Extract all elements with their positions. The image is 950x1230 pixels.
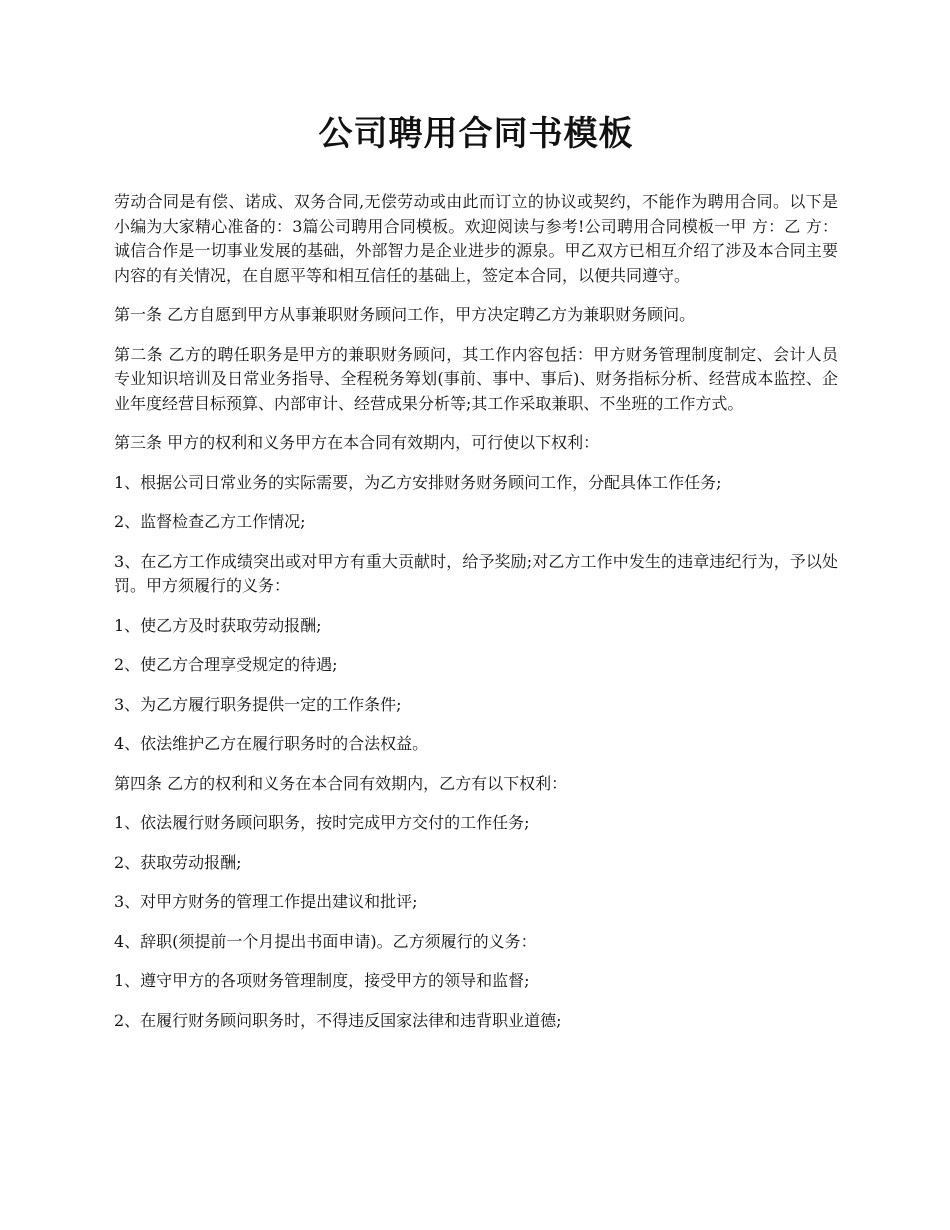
paragraph-article-4: 第四条 乙方的权利和义务在本合同有效期内，乙方有以下权利： [114, 773, 568, 793]
paragraph-item: 1、使乙方及时获取劳动报酬; [114, 615, 322, 635]
paragraph-article-2: 第二条 乙方的聘任职务是甲方的兼职财务顾问，其工作内容包括：甲方财务管理制度制定、会计人员专业知识培训及日常业务指导、全程税务筹划(事前、事中、事后)、财务指标分析、经营成本监控、企业年度经营目标预算、内部审计、经营成果分析等;其工作采取兼职、不坐班的工作方式。 [114, 344, 838, 413]
paragraph-item: 4、辞职(须提前一个月提出书面申请)。乙方须履行的义务： [114, 931, 537, 951]
paragraph-item: 2、获取劳动报酬; [114, 852, 242, 872]
paragraph-intro: 劳动合同是有偿、诺成、双务合同,无偿劳动或由此而订立的协议或契约，不能作为聘用合同。以下是小编为大家精心准备的：3篇公司聘用合同模板。欢迎阅读与参考!公司聘用合同模板一甲 方：乙 方：诚信合作是一切事业发展的基础，外部智力是企业进步的源泉。甲乙双方已相互介绍了涉及本合同主要内容的有关情况，在自愿平等和相互信任的基础上，签定本合同，以便共同遵守。 [114, 192, 838, 285]
document-body [114, 190, 838, 1033]
paragraph-item: 2、监督检查乙方工作情况; [114, 512, 306, 531]
paragraph-item: 4、依法维护乙方在履行职务时的合法权益。 [114, 734, 429, 753]
paragraph-item: 2、在履行财务顾问职务时，不得违反国家法律和违背职业道德; [114, 1010, 562, 1030]
paragraph-item: 1、依法履行财务顾问职务，按时完成甲方交付的工作任务; [114, 813, 530, 832]
paragraph-item: 1、遵守甲方的各项财务管理制度，接受甲方的领导和监督; [114, 971, 530, 990]
paragraph-item: 3、在乙方工作成绩突出或对甲方有重大贡献时，给予奖励;对乙方工作中发生的违章违纪行为，予以处罚。甲方须履行的义务： [114, 551, 838, 595]
paragraph-article-3: 第三条 甲方的权利和义务甲方在本合同有效期内，可行使以下权利： [114, 433, 600, 452]
paragraph-item: 2、使乙方合理享受规定的待遇; [114, 655, 338, 674]
paragraph-item: 3、为乙方履行职务提供一定的工作条件; [114, 694, 402, 714]
paragraph-article-1: 第一条 乙方自愿到甲方从事兼职财务顾问工作，甲方决定聘乙方为兼职财务顾问。 [114, 305, 696, 324]
paragraph-item: 3、对甲方财务的管理工作提出建议和批评; [114, 892, 418, 911]
document-title: 公司聘用合同书模板 [318, 114, 634, 154]
paragraph-item: 1、根据公司日常业务的实际需要，为乙方安排财务财务顾问工作，分配具体工作任务; [114, 472, 722, 492]
